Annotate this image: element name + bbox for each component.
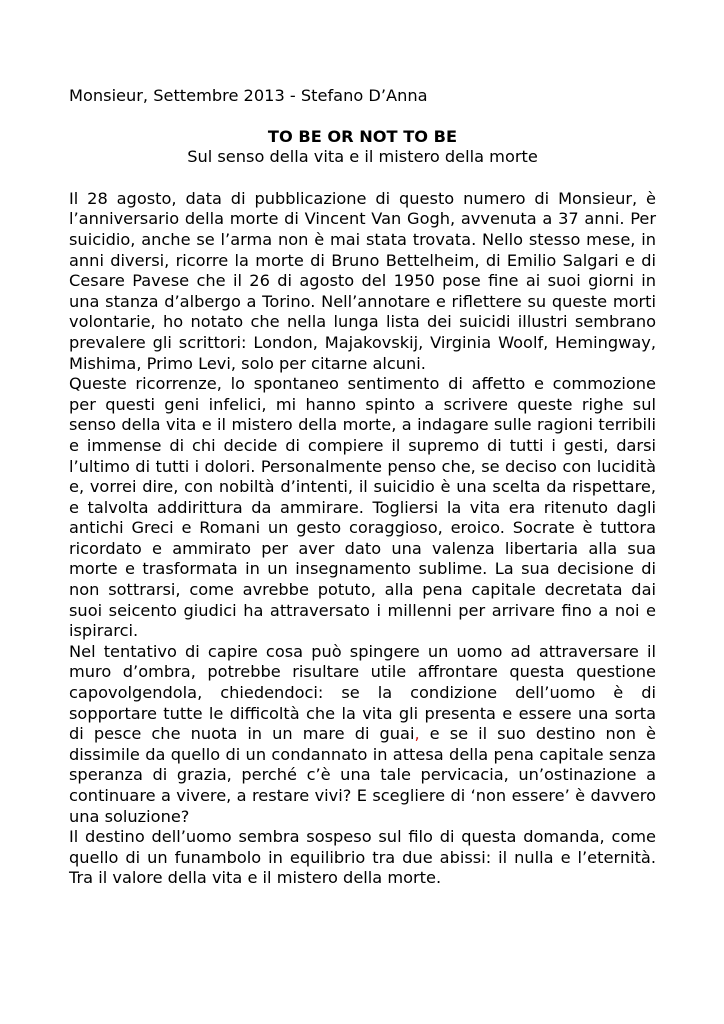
paragraph-3-text-after: e se il suo destino non è dissimile da quello di un condannato in attesa della pena capitale senza speranza di grazia, perché c’è una tale pervicacia, un’ostinazione a continuare a vivere, a restare vivi? E scegliere di ‘non essere’ è davvero una soluzione?	[69, 724, 656, 826]
paragraph-1: Il 28 agosto, data di pubblicazione di questo numero di Monsieur, è l’anniversario della morte di Vincent Van Gogh, avvenuta a 37 anni. Per suicidio, anche se l’arma non è mai stata trovata. Nello stesso mese, in anni diversi, ricorre la morte di Bruno Bettelheim, di Emilio Salgari e di Cesare Pavese che il 26 di agosto del 1950 pose fine ai suoi giorni in una stanza d’albergo a Torino. Nell’annotare e riflettere su queste morti volontarie, ho notato che nella lunga lista dei suicidi illustri sembrano prevalere gli scrittori: London, Majakovskij, Virginia Woolf, Hemingway, Mishima, Primo Levi, solo per citarne alcuni.	[69, 188, 656, 373]
paragraph-3-text-before: Nel tentativo di capire cosa può spingere un uomo ad attraversare il muro d’ombra, potrebbe risultare utile affrontare questa questione capovolgendola, chiedendoci: se la condizione dell’uomo è di sopportare tutte le difficoltà che la vita gli presenta e essere una sorta di pesce che nuota in un mare di guai	[69, 641, 656, 744]
article-body	[69, 189, 656, 889]
paragraph-2: Queste ricorrenze, lo spontaneo sentimento di affetto e commozione per questi geni infelici, mi hanno spinto a scrivere queste righe sul senso della vita e il mistero della morte, a indagare sulle ragioni terribili e immense di chi decide di compiere il supremo di tutti i gesti, darsi l’ultimo di tutti i dolori. Personalmente penso che, se deciso con lucidità e, vorrei dire, con nobiltà d’intenti, il suicidio è una scelta da rispettare, e talvolta addirittura da ammirare. Togliersi la vita era ritenuto dagli antichi Greci e Romani un gesto coraggioso, eroico. Socrate è tuttora ricordato e ammirato per aver dato una valenza libertaria alla sua morte e trasformata in un insegnamento sublime. La sua decisione di non sottrarsi, come avrebbe potuto, alla pena capitale decretata dai suoi seicento giudici ha attraversato i millenni per arrivare fino a noi e ispirarci.	[69, 374, 656, 641]
paragraph-4: Il destino dell’uomo sembra sospeso sul filo di questa domanda, come quello di un funambolo in equilibrio tra due abissi: il nulla e l’eternità. Tra il valore della vita e il mistero della morte.	[69, 827, 656, 888]
article-subtitle: Sul senso della vita e il mistero della morte	[187, 147, 538, 167]
byline: Monsieur, Settembre 2013 - Stefano D’Anna	[69, 86, 428, 105]
article-title: TO BE OR NOT TO BE	[267, 126, 458, 146]
paragraph-3	[69, 642, 656, 827]
red-comma-mark: ,	[414, 724, 420, 744]
document-page	[69, 86, 656, 889]
title-block	[69, 127, 656, 168]
